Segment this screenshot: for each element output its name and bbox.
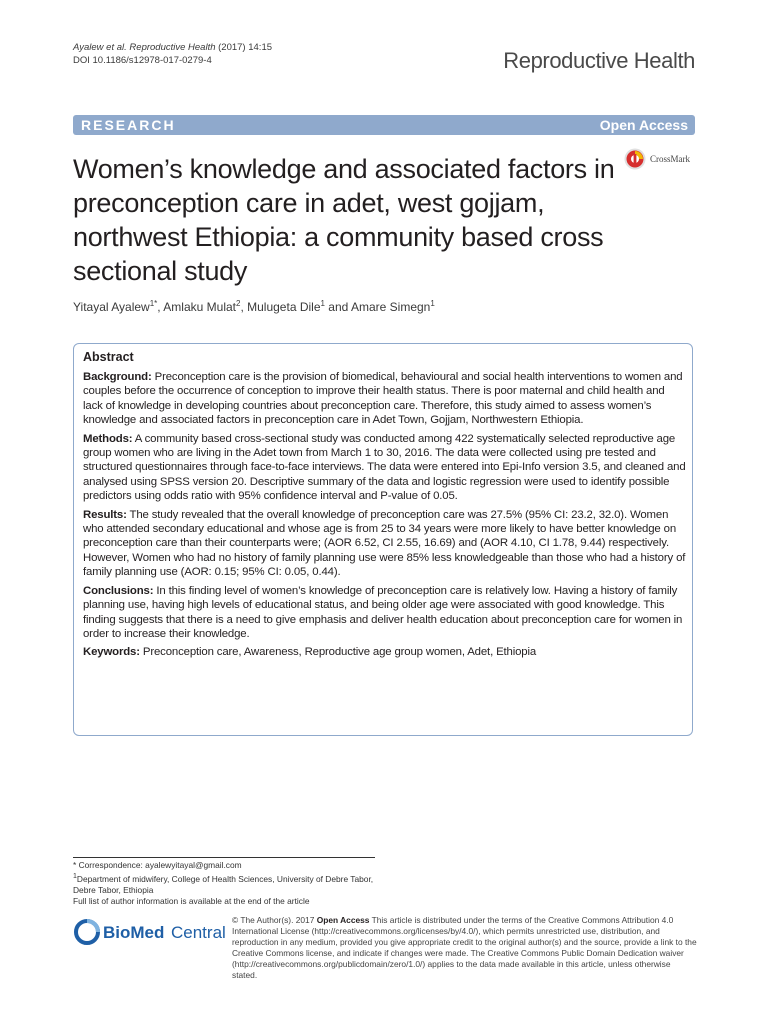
biomed-central-icon [73,918,101,946]
abstract-conclusions [83,584,687,642]
citation-authors: Ayalew et al. [73,42,127,53]
citation-volume: (2017) 14:15 [215,42,273,53]
crossmark-icon [624,148,646,170]
author-info-note: Full list of author information is available at the end of the article [73,896,310,907]
abstract-content [83,350,687,664]
license-open-access: Open Access [316,915,370,925]
publisher-name-regular: Central [171,923,226,942]
author-separator: , [157,300,164,314]
journal-name: Reproductive Health [503,48,695,73]
methods-label: Methods: [83,432,133,445]
running-head [73,41,272,67]
keywords-text: Preconception care, Awareness, Reproductive age group women, Adet, Ethiopia [139,646,537,659]
abstract-methods [83,432,687,504]
abstract-results [83,508,687,580]
citation-line [73,41,272,54]
affiliation-note [73,871,383,896]
author-name[interactable]: Amlaku Mulat [163,300,236,314]
correspondence-note[interactable]: * Correspondence: ayalewyitayal@gmail.com [73,860,242,870]
author-name[interactable]: Mulugeta Dile [247,300,321,314]
results-label: Results: [83,508,127,521]
affiliation-text: Department of midwifery, College of Health Sciences, University of Debre Tabor, Debre Tabor, Ethiopia [73,874,374,896]
abstract-background [83,370,687,428]
methods-text: A community based cross-sectional study was conducted among 422 systematically selected reproductive age group women who are living in the Adet town from March 1 to 30, 2016. The data were collected using pre tested and structured questionnaires through face-to-face interviews. The data were entered into Epi-Info version 3.5, and cleaned and analysed using SPSS version 20. Descriptive summary of the data and logistic regression were used to identify possible predictors using odds ratio with 95% confidence interval and P-value of 0.05. [83,432,686,503]
author-name[interactable]: Yitayal Ayalew [73,300,150,314]
publisher-logo[interactable] [73,918,226,948]
section-label: RESEARCH [81,117,176,133]
results-text: The study revealed that the overall knowledge of preconception care was 27.5% (95% CI: 23.2, 32.0). Women who attended secondary educational and whose age is from 25 to 34 years were more likely to have better knowledge on preconception care than their counterparts were; (AOR 6.52, CI 2.55, 16.69) and (AOR 4.10, CI 1.78, 9.44) respectively. However, Women who had no history of family planning use were 85% less knowledgeable than those who had a history of family planning use (AOR: 0.15; 95% CI: 0.05, 0.44). [83,508,686,579]
author-separator: and [324,300,351,314]
abstract-keywords [83,645,687,659]
author-affiliation: 1 [430,299,435,308]
citation-journal: Reproductive Health [129,42,216,53]
author-affiliation: 1* [149,299,158,308]
author-separator: , [240,300,248,314]
publisher-name-bold: BioMed [103,923,165,942]
abstract-box [73,343,693,736]
author-list [73,299,435,314]
crossmark-label: CrossMark [650,154,690,164]
footnote-divider [73,857,375,858]
author-affiliation: 1 [320,299,325,308]
abstract-heading: Abstract [83,350,134,364]
article-title: Women’s knowledge and associated factors in preconception care in adet, west gojjam, northwest Ethiopia: a community based cross sectional study [73,154,615,286]
crossmark-badge[interactable] [624,148,704,174]
doi[interactable]: DOI 10.1186/s12978-017-0279-4 [73,55,212,66]
conclusions-text: In this finding level of women’s knowledge of preconception care is relatively low. Having a history of family planning use, having high levels of educational status, and being older age were associated with good knowledge. This finding suggests that there is a need to give emphasis and deliver health education about preconception care for women in order to increase their knowledge. [83,584,683,640]
background-label: Background: [83,371,152,383]
background-text: Preconception care is the provision of biomedical, behavioural and social health interventions to women and couples before the occurrence of conception to improve their health status. There is poor maternal and child health and lack of knowledge in developing countries about preconception care. Therefore, this study aimed to assess women’s knowledge and associated factors in preconception care in Adet Town, Gojjam, Northwestern Ethiopia. [83,371,683,427]
footnotes [73,860,383,908]
keywords-label: Keywords: [83,646,140,659]
license-text: This article is distributed under the terms of the Creative Commons Attribution 4.0 International License (http://creativecommons.org/licenses/by/4.0/), which permits unrestricted use, distribution, and reproduction in any medium, provided you give appropriate credit to the original author(s) and the source, provide a link to the Creative Commons license, and indicate if changes were made. The Creative Commons Public Domain Dedication waiver (http://creativecommons.org/publicdomain/zero/1.0/) applies to the data made available in this article, unless otherwise stated. [232,915,697,981]
author-affiliation: 2 [236,299,241,308]
license-prefix: © The Author(s). 2017 [232,915,317,925]
section-banner [73,115,695,135]
license-statement [232,915,697,982]
open-access-label: Open Access [599,117,688,133]
affiliation-number: 1 [73,873,77,881]
author-name[interactable]: Amare Simegn [350,300,431,314]
conclusions-label: Conclusions: [83,584,154,597]
